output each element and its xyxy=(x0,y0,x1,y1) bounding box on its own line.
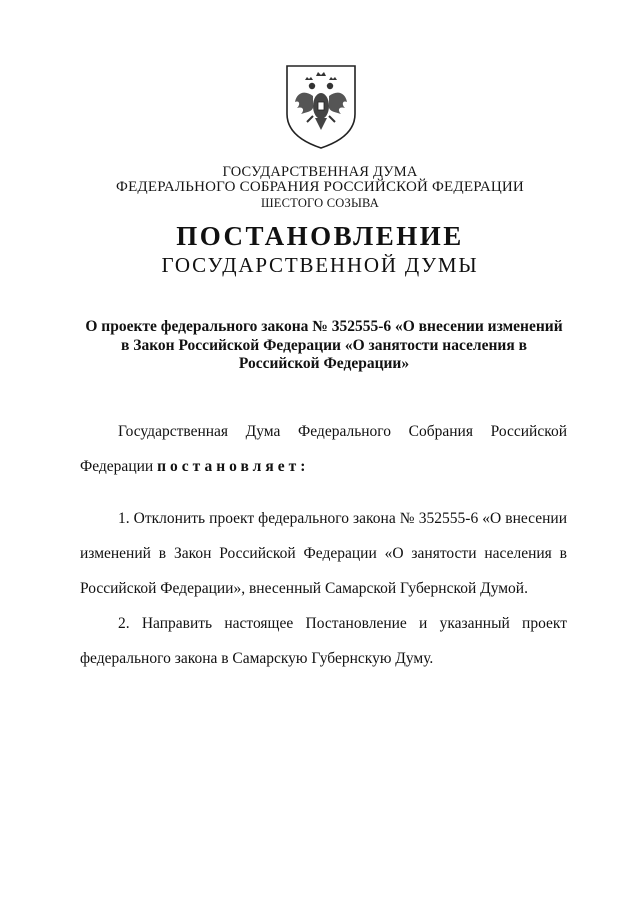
resolution-item-2: 2. Направить настоящее Постановление и указанный проект федерального закона в Самарскую Губернскую Думу. xyxy=(80,615,567,667)
coat-of-arms-icon xyxy=(283,62,359,150)
intro-verb: постановляет: xyxy=(157,458,310,475)
resolution-item-1: 1. Отклонить проект федерального закона № 352555-6 «О внесении изменений в Закон Российской Федерации «О занятости населения в Российской Федерации», внесенный Самарской Губернской Думой. xyxy=(80,510,567,597)
document-subtitle: ГОСУДАРСТВЕННОЙ ДУМЫ xyxy=(161,253,479,277)
org-name-line1: ГОСУДАРСТВЕННАЯ ДУМА xyxy=(222,164,418,180)
intro-text: Государственная Дума Федерального Собрания Российской Федерации xyxy=(80,423,567,475)
convocation-line: ШЕСТОГО СОЗЫВА xyxy=(260,196,380,210)
resolution-intro xyxy=(80,414,567,484)
org-name-line2: ФЕДЕРАЛЬНОГО СОБРАНИЯ РОССИЙСКОЙ ФЕДЕРАЦИИ xyxy=(116,179,524,195)
resolution-heading: О проекте федерального закона № 352555-6 «О внесении изменений в Закон Российской Федерации «О занятости населения в Российской Федерации» xyxy=(85,318,563,372)
document-title: ПОСТАНОВЛЕНИЕ xyxy=(176,221,464,251)
